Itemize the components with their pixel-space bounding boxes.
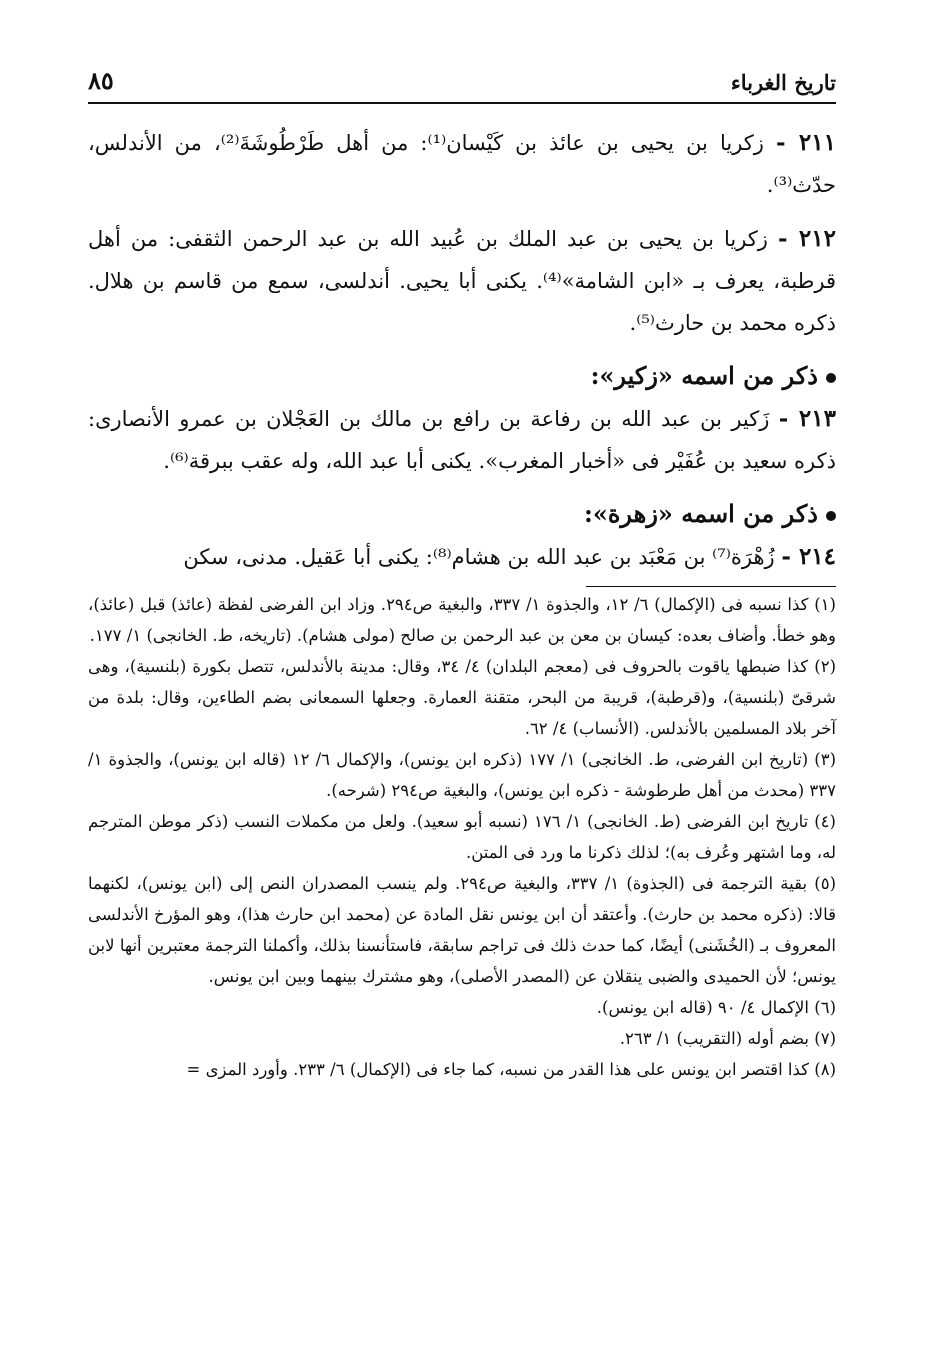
footnotes [88, 589, 836, 1085]
entry-213 [88, 398, 836, 482]
footnote-8: (٨) كذا اقتصر ابن يونس على هذا القدر من نسبه، كما جاء فى (الإكمال) ٦/ ٢٣٣. وأورد المزى = [186, 1060, 836, 1079]
bullet-icon [826, 511, 836, 521]
entry-number: ٢١١ - [775, 129, 836, 156]
entry-211 [88, 122, 836, 206]
entry-text: زكريا بن يحيى بن عبد الملك بن عُبيد الله بن عبد الرحمن الثقفى: من أهل قرطبة، يعرف بـ «ابن الشامة»⁽⁴⁾. يكنى أبا يحيى. أندلسى، سمع من قاسم بن هلال. ذكره محمد بن حارث⁽⁵⁾. [88, 227, 837, 335]
footnote-6: (٦) الإكمال ٤/ ٩٠ (قاله ابن يونس). [596, 998, 836, 1017]
footnote-5: (٥) بقية الترجمة فى (الجذوة) ١/ ٣٣٧، والبغية ص٢٩٤. ولم ينسب المصدران النص إلى (ابن يونس)، لكنهما قالا: (ذكره محمد بن حارث). وأعتقد أن ابن يونس نقل المادة عن (محمد ابن حارث هذا)، وهو المؤرخ الأندلسى المعروف بـ (الخُشَنى) أيضًا، كما حدث ذلك فى تراجم سابقة، فاستأنسنا بذلك، وأكملنا الترجمة معتبرين أنها لابن يونس؛ لأن الحميدى والضبى ينقلان عن (المصدر الأصلى)، وهو مشترك بينهما وبين ابن يونس. [88, 874, 836, 986]
footnote-3: (٣) (تاريخ ابن الفرضى، ط. الخانجى) ١/ ١٧٧ (ذكره ابن يونس)، والإكمال ٦/ ١٢ (قاله ابن يونس)، والجذوة ١/ ٣٣٧ (محدث من أهل طرطوشة - ذكره ابن يونس)، والبغية ص٢٩٤ (شرحه). [88, 750, 837, 800]
footnote-1: (١) كذا نسبه فى (الإكمال) ٦/ ١٢، والجذوة ١/ ٣٣٧، والبغية ص٢٩٤. وزاد ابن الفرضى لفظة (عائذ) قبل (عائذ)، وهو خطأ. وأضاف بعده: كيسان بن معن بن عبد الرحمن بن صالح (مولى هشام). (تاريخه، ط. الخانجى) ١/ ١٧٧. [88, 595, 836, 645]
footnote-4: (٤) تاريخ ابن الفرضى (ط. الخانجى) ١/ ١٧٦ (نسبه أبو سعيد). ولعل من مكملات النسب (ذكر موطن المترجم له، وما اشتهر وعُرف به)؛ لذلك ذكرنا ما ورد فى المتن. [88, 812, 836, 862]
page-number: ٨٥ [88, 66, 114, 95]
book-page [88, 60, 836, 1310]
running-title: تاريخ الغرباء [730, 70, 836, 95]
section-heading-zuhra: ذكر من اسمه «زهرة»: [88, 492, 836, 536]
entry-212 [88, 218, 836, 344]
page-header [88, 60, 836, 104]
entry-number: ٢١٣ - [778, 405, 836, 432]
entry-number: ٢١٢ - [778, 225, 836, 252]
entry-text: زُهْرَة⁽⁷⁾ بن مَعْبَد بن عبد الله بن هشام⁽⁸⁾: يكنى أبا عَقيل. مدنى، سكن [183, 545, 775, 569]
entry-214 [88, 536, 836, 578]
entry-text: زكريا بن يحيى بن عائذ بن كَيْسان⁽¹⁾: من أهل طَرْطُوشَةَ⁽²⁾، من الأندلس، حدّث⁽³⁾. [88, 131, 836, 197]
footnote-7: (٧) بضم أوله (التقريب) ١/ ٢٦٣. [619, 1029, 836, 1048]
bullet-icon [826, 373, 836, 383]
entry-text: زَكير بن عبد الله بن رفاعة بن رافع بن مالك بن العَجْلان بن عمرو الأنصارى: ذكره سعيد بن عُفَيْر فى «أخبار المغرب». يكنى أبا عبد الله، وله عقب ببرقة⁽⁶⁾. [88, 407, 836, 473]
section-heading-zakir: ذكر من اسمه «زكير»: [88, 354, 836, 398]
footnote-separator [586, 586, 836, 587]
entry-number: ٢١٤ - [781, 543, 836, 570]
footnote-2: (٢) كذا ضبطها ياقوت بالحروف فى (معجم البلدان) ٤/ ٣٤، وقال: مدينة بالأندلس، تتصل بكورة (بلنسية)، وهى شرقىّ (بلنسية)، و(قرطبة)، قريبة من البحر، متقنة العمارة. وجعلها السمعانى بضم الطاءين، وقال: بلدة من آخر بلاد المسلمين بالأندلس. (الأنساب) ٤/ ٦٢. [88, 657, 836, 738]
